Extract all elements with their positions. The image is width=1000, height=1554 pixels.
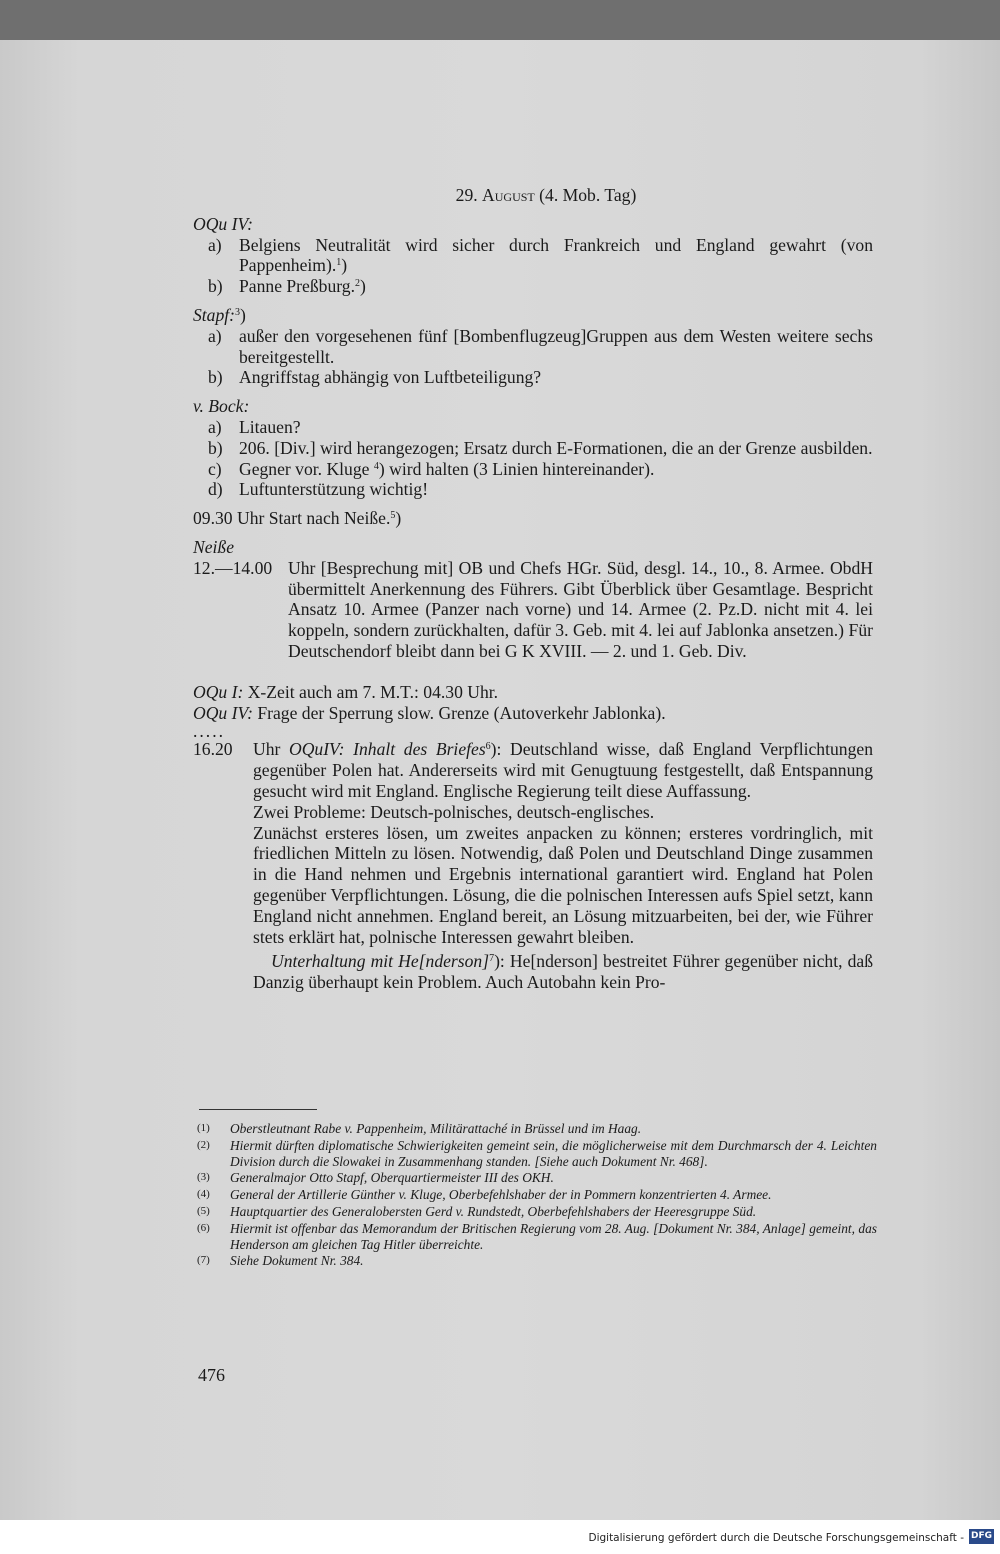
footnote-number: (7) (197, 1254, 210, 1267)
item-letter: b) (208, 276, 223, 297)
footnote-number: (5) (197, 1204, 210, 1217)
section-label (193, 305, 873, 326)
footnote-text: Oberstleutnant Rabe v. Pappenheim, Militärattaché in Brüssel und im Haag. (230, 1121, 642, 1136)
entry-text: Uhr [Besprechung mit] OB und Chefs HGr. Süd, desgl. 14., 10., 8. Armee. ObdH übermittelt Anerkennung des Führers. Gibt Überblick über Gesamtlage. Bespricht Ansatz 10. Armee (Panzer nach vorne) und 14. Armee (2. Pz.D. nicht mit 4. lei koppeln, sondern zurückhalten, dafür 3. Geb. mit 4. lei auf Jablonka ansetzen.) Für Deutschendorf bleibt dann bei G K XVIII. — 2. und 1. Geb. Div. (288, 557, 873, 661)
list-item (193, 417, 873, 438)
heading-rest: (4. Mob. Tag) (534, 185, 637, 205)
item-after: ) wird halten (3 Linien hintereinander). (378, 458, 655, 479)
footnote (197, 1170, 877, 1186)
oqu1-line (193, 682, 873, 703)
letter-paragraph: Zwei Probleme: Deutsch-polnisches, deutsch-englisches. (253, 801, 655, 822)
lead-text: Uhr (253, 739, 289, 760)
footnote (197, 1138, 877, 1170)
ellipsis-dots: ..... (193, 721, 225, 742)
page-number: 476 (198, 1365, 225, 1385)
list-item (193, 459, 873, 480)
entry-body (253, 739, 873, 993)
neisse-section (193, 537, 873, 662)
heading-date: 29. (455, 185, 483, 205)
label-after: ) (240, 304, 246, 325)
body-text (193, 185, 873, 993)
item-text (239, 235, 873, 277)
line-text: Frage der Sperrung slow. Grenze (Autoverkehr Jablonka). (252, 702, 666, 723)
item-text: 206. [Div.] wird herangezogen; Ersatz durch E-Formationen, die an der Grenze ausbilden. (239, 437, 873, 458)
item-text (239, 459, 873, 480)
footnote-ref: 5 (390, 510, 396, 522)
oqu4-line (193, 703, 873, 724)
footnote (197, 1253, 877, 1269)
footnote-number: (3) (197, 1171, 210, 1184)
footnote-text: Hauptquartier des Generalobersten Gerd v. Rundstedt, Oberbefehlshabers der Heeresgruppe Süd. (230, 1203, 757, 1219)
footnote-ref: 1 (336, 257, 342, 269)
item-letter: b) (208, 367, 223, 388)
item-letter: c) (208, 458, 222, 479)
item-text: außer den vorgesehenen fünf [Bombenflugzeug]Gruppen aus dem Westen weitere sechs bereitgestellt. (239, 325, 873, 367)
footnote-number: (6) (197, 1221, 210, 1234)
footnotes (197, 1121, 877, 1270)
list-item (193, 438, 873, 459)
line-label: OQu IV: (193, 702, 253, 723)
footnote-text: General der Artillerie Günther v. Kluge, Oberbefehlshaber der in Pommern konzentrierten 4. Armee. (230, 1187, 772, 1203)
item-letter: a) (208, 234, 222, 255)
page-heading (219, 185, 873, 206)
section-label: v. Bock: (193, 396, 250, 417)
list-item (193, 326, 873, 368)
list-item (193, 367, 873, 388)
line-text: X-Zeit auch am 7. M.T.: 04.30 Uhr. (243, 681, 499, 702)
footnote-text: Generalmajor Otto Stapf, Oberquartiermeister III des OKH. (230, 1170, 554, 1186)
item-letter: b) (208, 437, 223, 458)
dfg-logo-icon: DFG (969, 1529, 994, 1544)
footnote (197, 1204, 877, 1220)
start-text: 09.30 Uhr Start nach Neiße. (193, 508, 391, 529)
inline-label: Unterhaltung mit He[nderson] (271, 951, 490, 972)
section-label: Neiße (193, 536, 235, 557)
heading-month: August (482, 185, 535, 205)
paragraph-text: ): He[nderson] bestreitet Führer gegenüber nicht, daß Danzig überhaupt kein Problem. Auch Autobahn kein Pro- (253, 951, 873, 993)
document-page (0, 40, 1000, 1520)
footnote-ref: 4 (373, 460, 379, 472)
entry-time: 12.—14.00 (193, 557, 273, 578)
footnote-ref: 7 (489, 953, 495, 965)
section-label: OQu IV: (193, 213, 253, 234)
start-line (193, 508, 873, 529)
footnote (197, 1187, 877, 1203)
list-item (193, 235, 873, 277)
item-after: ) (359, 276, 366, 297)
item-text (239, 276, 873, 297)
paragraph-text: ): Deutschland wisse, daß England Verpflichtungen gegenüber Polen hat. Andererseits wird mit Genugtuung festgestellt, daß Entspannung gesucht wird mit England. Englische Regierung teilt diese Auffassung. (253, 739, 873, 801)
item-text: Angriffstag abhängig von Luftbeteiligung? (239, 367, 542, 388)
item-after: ) (341, 255, 348, 276)
footnote-ref: 3 (235, 306, 241, 318)
item-body: Belgiens Neutralität wird sicher durch Frankreich und England gewahrt (von Pappenheim). (239, 234, 873, 276)
letter-paragraph (253, 951, 873, 993)
scan-top-margin (0, 0, 1000, 40)
stapf-section (193, 305, 873, 388)
letter-entry (193, 739, 873, 993)
footnote-ref: 6 (485, 741, 491, 753)
footnote-number: (2) (197, 1138, 210, 1151)
footnote-text: Hiermit dürften diplomatische Schwierigkeiten gemeint sein, die möglicherweise mit dem Durchmarsch der 4. Leichten Division durch die Slowakei in Zusammenhang standen. [Siehe auch Dokument Nr. 468]. (230, 1137, 877, 1169)
letter-paragraph (253, 739, 873, 801)
item-body: Panne Preßburg. (239, 276, 355, 297)
item-letter: d) (208, 479, 223, 500)
footnote-text: Hiermit ist offenbar das Memorandum der Britischen Regierung vom 28. Aug. [Dokument Nr. 384, Anlage] gemeint, das Henderson am gleichen Tag Hitler überreichte. (230, 1220, 877, 1252)
item-body: Gegner vor. Kluge (239, 458, 374, 479)
item-text: Litauen? (239, 416, 301, 437)
footnote-ref: 2 (354, 278, 360, 290)
credit-bar (0, 1520, 1000, 1554)
footnote-text: Siehe Dokument Nr. 384. (230, 1253, 364, 1269)
item-letter: a) (208, 325, 222, 346)
inline-label: OQuIV: Inhalt des Briefes (288, 739, 486, 760)
item-letter: a) (208, 416, 222, 437)
footnote-number: (4) (197, 1188, 210, 1201)
item-text: Luftunterstützung wichtig! (239, 479, 429, 500)
list-item (193, 479, 873, 500)
timed-entry (193, 558, 873, 662)
footnote (197, 1221, 877, 1253)
line-label: OQu I: (193, 681, 244, 702)
bock-section (193, 396, 873, 500)
footnote-number: (1) (197, 1122, 210, 1134)
start-after: ) (395, 508, 402, 529)
funding-credit: Digitalisierung gefördert durch die Deutsche Forschungsgemeinschaft - (588, 1532, 964, 1544)
footnote-divider (199, 1109, 317, 1110)
oqu4-section (193, 214, 873, 297)
label-text: Stapf: (193, 304, 236, 325)
footnote (197, 1121, 877, 1137)
list-item (193, 276, 873, 297)
letter-paragraph: Zunächst ersteres lösen, um zweites anpacken zu können; ersteres vordringlich, mit friedlichen Mitteln zu lösen. Notwendig, daß Polen und Deutschland Dinge zusammen in die Hand nehmen und Ergebnis international garantiert wird. England hat Polen gegenüber Verpflichtungen. Lösung, die die polnischen Interessen aufs Spiel setzt, kann England nicht annehmen. England bereit, an Lösung mitzuarbeiten, bei der, wie Führer stets erklärt hat, polnische Interessen gewahrt bleiben. (253, 822, 873, 947)
entry-time: 16.20 (193, 739, 233, 760)
